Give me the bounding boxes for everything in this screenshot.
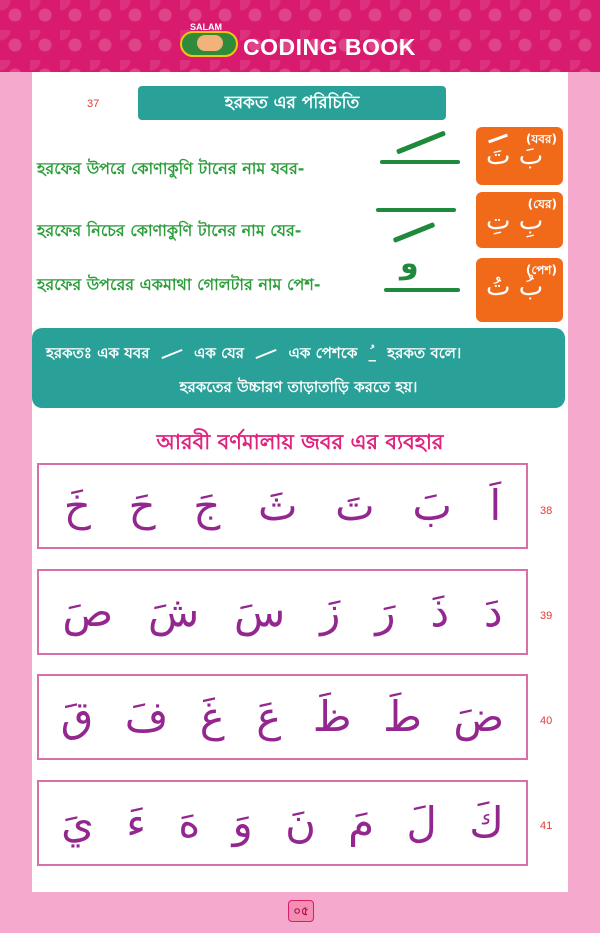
pesh-small-icon: ُ_: [368, 344, 377, 362]
arabic-letter: جَ: [193, 481, 221, 530]
row-number: 41: [540, 820, 553, 832]
info-part: এক যের: [193, 344, 245, 362]
arabic-letter: هَ: [178, 798, 201, 847]
arabic-letter: سَ: [234, 587, 286, 636]
handshake-icon: [197, 35, 223, 51]
zabar-card: [476, 127, 563, 185]
arabic-letter: وَ: [232, 798, 253, 847]
card-arabic: بَ تَ: [486, 141, 544, 171]
arabic-letter: فَ: [124, 692, 169, 741]
harakat-line-pesh: হরফের উপরের একমাথা গোলটার নাম পেশ-: [37, 275, 321, 294]
arabic-letter: خَ: [63, 481, 91, 530]
arabic-letter: دَ: [483, 587, 503, 636]
header-title: CODING BOOK: [243, 34, 416, 60]
arabic-letter: صَ: [62, 587, 114, 636]
info-line-1: [46, 342, 461, 367]
card-arabic: بِ تِ: [486, 206, 544, 236]
arabic-letter: شَ: [147, 587, 200, 636]
zer-card: [476, 192, 563, 248]
row-number: 39: [540, 610, 553, 622]
arabic-letter: غَ: [199, 692, 225, 741]
arabic-letter: اَ: [489, 481, 502, 530]
zabar-baseline: [380, 160, 460, 164]
harakat-info-box: [32, 328, 565, 408]
arabic-letter: ظَ: [312, 692, 352, 741]
card-label: (যবর): [525, 132, 557, 146]
info-line-2: হরকতের উচ্চারণ তাড়াতাড়ি করতে হয়।: [179, 378, 418, 396]
arabic-letter: ءَ: [126, 798, 146, 847]
arabic-letter: ثَ: [258, 481, 298, 530]
arabic-letter: يَ: [61, 798, 94, 847]
arabic-letter: حَ: [128, 481, 156, 530]
letter-list: [39, 465, 526, 547]
page-number-badge: ০৫: [288, 900, 314, 922]
arabic-letter: بَ: [412, 481, 452, 530]
logo-text: SALAM: [190, 22, 222, 32]
arabic-letter: تَ: [335, 481, 375, 530]
letter-list: [39, 676, 526, 758]
letter-row: [37, 463, 528, 549]
arabic-letter: ضَ: [453, 692, 505, 741]
arabic-letter: زَ: [320, 587, 341, 636]
letter-row: [37, 569, 528, 655]
letter-list: [39, 571, 526, 653]
arabic-letter: كَ: [469, 798, 504, 847]
arabic-letter: نَ: [285, 798, 316, 847]
section-title: হরকত এর পরিচিতি: [138, 86, 446, 120]
row-number: 38: [540, 505, 553, 517]
letter-row: [37, 674, 528, 760]
letter-list: [39, 782, 526, 864]
zabar-small-icon: [161, 348, 182, 358]
arabic-letter: لَ: [406, 798, 437, 847]
letters-section-title: আরবী বর্ণমালায় জবর এর ব্যবহার: [156, 430, 444, 454]
zer-small-icon: [256, 348, 277, 358]
info-part: এক পেশকে: [288, 344, 358, 362]
pesh-baseline: [384, 288, 460, 292]
arabic-letter: مَ: [348, 798, 375, 847]
card-label: (পেশ): [525, 263, 557, 277]
zer-baseline: [376, 208, 456, 212]
arabic-letter: قَ: [60, 692, 94, 741]
header-banner: [0, 0, 600, 72]
arabic-letter: عَ: [256, 692, 282, 741]
card-label: (যের): [527, 197, 557, 211]
pesh-card: [476, 258, 563, 322]
arabic-letter: رَ: [375, 587, 396, 636]
info-part: হরকত বলে।: [387, 344, 462, 362]
row-number: 40: [540, 715, 553, 727]
card-arabic: بُ تُ: [486, 272, 544, 302]
arabic-letter: ذَ: [430, 587, 450, 636]
letter-row: [37, 780, 528, 866]
harakat-line-zabar: হরফের উপরে কোণাকুণি টানের নাম যবর-: [37, 159, 305, 178]
page-number-top: 37: [87, 98, 100, 110]
info-part: হরকতঃ এক যবর: [46, 344, 150, 362]
pesh-mark-icon: و: [400, 246, 419, 281]
arabic-letter: طَ: [383, 692, 422, 741]
harakat-line-zer: হরফের নিচের কোণাকুণি টানের নাম যের-: [37, 221, 302, 240]
